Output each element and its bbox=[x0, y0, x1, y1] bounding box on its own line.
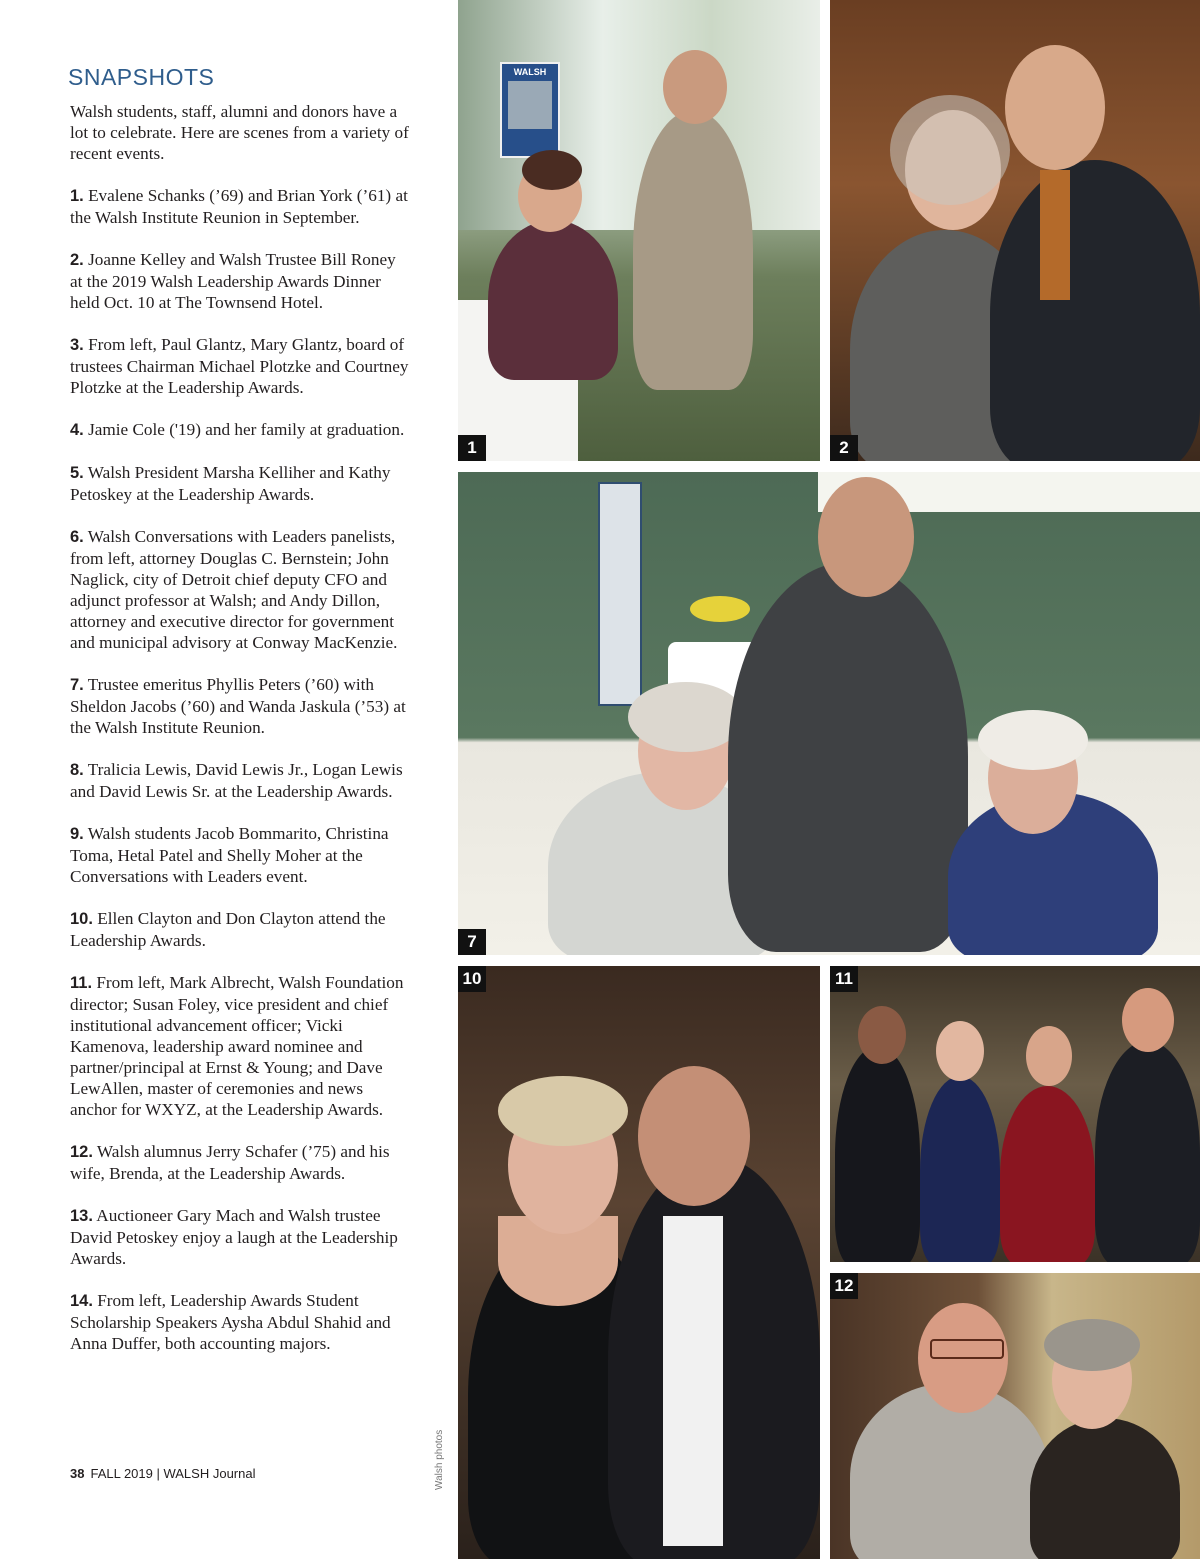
photo-number-12: 12 bbox=[830, 1273, 858, 1299]
caption-text: Walsh students Jacob Bommarito, Christina Toma, Hetal Patel and Shelly Moher at the Conversations with Leaders event. bbox=[70, 824, 389, 886]
caption-7 bbox=[70, 674, 410, 738]
caption-number: 4. bbox=[70, 421, 84, 439]
caption-number: 10. bbox=[70, 910, 93, 928]
caption-number: 6. bbox=[70, 528, 84, 546]
caption-10 bbox=[70, 908, 410, 951]
issue-label: FALL 2019 | WALSH Journal bbox=[90, 1466, 256, 1481]
caption-text: Jamie Cole ('19) and her family at graduation. bbox=[83, 420, 405, 439]
walsh-sign bbox=[500, 62, 560, 158]
caption-number: 7. bbox=[70, 676, 84, 694]
caption-1 bbox=[70, 185, 410, 228]
caption-11 bbox=[70, 972, 410, 1120]
page-number: 38 bbox=[70, 1466, 85, 1481]
caption-6 bbox=[70, 526, 410, 653]
caption-text: Joanne Kelley and Walsh Trustee Bill Roney at the 2019 Walsh Leadership Awards Dinner held Oct. 10 at The Townsend Hotel. bbox=[70, 250, 396, 312]
caption-13 bbox=[70, 1205, 410, 1269]
caption-list bbox=[70, 185, 410, 1354]
photo-number-1: 1 bbox=[458, 435, 486, 461]
caption-2 bbox=[70, 249, 410, 313]
photo-credit: Walsh photos bbox=[434, 1429, 445, 1490]
caption-number: 1. bbox=[70, 187, 84, 205]
caption-text: From left, Leadership Awards Student Scholarship Speakers Aysha Abdul Shahid and Anna Duffer, both accounting majors. bbox=[70, 1291, 391, 1353]
caption-text: Tralicia Lewis, David Lewis Jr., Logan Lewis and David Lewis Sr. at the Leadership Awards. bbox=[70, 760, 403, 801]
walsh-sign-text: WALSH bbox=[513, 67, 547, 77]
caption-text: From left, Mark Albrecht, Walsh Foundation director; Susan Foley, vice president and chief institutional advancement officer; Vicki Kamenova, leadership award nominee and partner/principal at Ernst & Young; and Dave LewAllen, master of ceremonies and news anchor for WXYZ, at the Leadership Awards. bbox=[70, 973, 404, 1119]
photo-2 bbox=[830, 0, 1200, 461]
photo-7 bbox=[458, 472, 1200, 955]
caption-12 bbox=[70, 1141, 410, 1184]
caption-number: 3. bbox=[70, 336, 84, 354]
caption-number: 5. bbox=[70, 464, 84, 482]
caption-4 bbox=[70, 419, 410, 441]
caption-number: 2. bbox=[70, 251, 84, 269]
photo-number-11: 11 bbox=[830, 966, 858, 992]
caption-text: Auctioneer Gary Mach and Walsh trustee David Petoskey enjoy a laugh at the Leadership Awards. bbox=[70, 1206, 398, 1268]
caption-8 bbox=[70, 759, 410, 802]
caption-text: Trustee emeritus Phyllis Peters (’60) with Sheldon Jacobs (’60) and Wanda Jaskula (’53) at the Walsh Institute Reunion. bbox=[70, 675, 406, 737]
caption-14 bbox=[70, 1290, 410, 1354]
intro-text: Walsh students, staff, alumni and donors have a lot to celebrate. Here are scenes from a variety of recent events. bbox=[70, 102, 409, 163]
caption-number: 9. bbox=[70, 825, 84, 843]
caption-number: 14. bbox=[70, 1292, 93, 1310]
photo-10 bbox=[458, 966, 820, 1559]
photo-12 bbox=[830, 1273, 1200, 1559]
caption-text: Evalene Schanks (’69) and Brian York (’61) at the Walsh Institute Reunion in September. bbox=[70, 186, 408, 227]
text-column bbox=[70, 64, 410, 1375]
caption-9 bbox=[70, 823, 410, 887]
section-title: SNAPSHOTS bbox=[68, 64, 215, 90]
caption-number: 8. bbox=[70, 761, 84, 779]
caption-3 bbox=[70, 334, 410, 398]
caption-5 bbox=[70, 462, 410, 505]
caption-text: Walsh President Marsha Kelliher and Kathy Petoskey at the Leadership Awards. bbox=[70, 463, 391, 504]
photo-1 bbox=[458, 0, 820, 461]
photo-number-10: 10 bbox=[458, 966, 486, 992]
caption-text: Walsh Conversations with Leaders panelists, from left, attorney Douglas C. Bernstein; John Naglick, city of Detroit chief deputy CFO and adjunct professor at Walsh; and Andy Dillon, attorney and executive director for government and municipal advisory at Conway MacKenzie. bbox=[70, 527, 398, 652]
photo-number-7: 7 bbox=[458, 929, 486, 955]
caption-number: 13. bbox=[70, 1207, 93, 1225]
caption-number: 12. bbox=[70, 1143, 93, 1161]
caption-text: Walsh alumnus Jerry Schafer (’75) and his wife, Brenda, at the Leadership Awards. bbox=[70, 1142, 390, 1183]
caption-number: 11. bbox=[70, 974, 93, 992]
caption-text: Ellen Clayton and Don Clayton attend the Leadership Awards. bbox=[70, 909, 386, 950]
page-footer bbox=[70, 1466, 255, 1481]
caption-text: From left, Paul Glantz, Mary Glantz, board of trustees Chairman Michael Plotzke and Courtney Plotzke at the Leadership Awards. bbox=[70, 335, 409, 397]
photo-number-2: 2 bbox=[830, 435, 858, 461]
photo-11 bbox=[830, 966, 1200, 1262]
